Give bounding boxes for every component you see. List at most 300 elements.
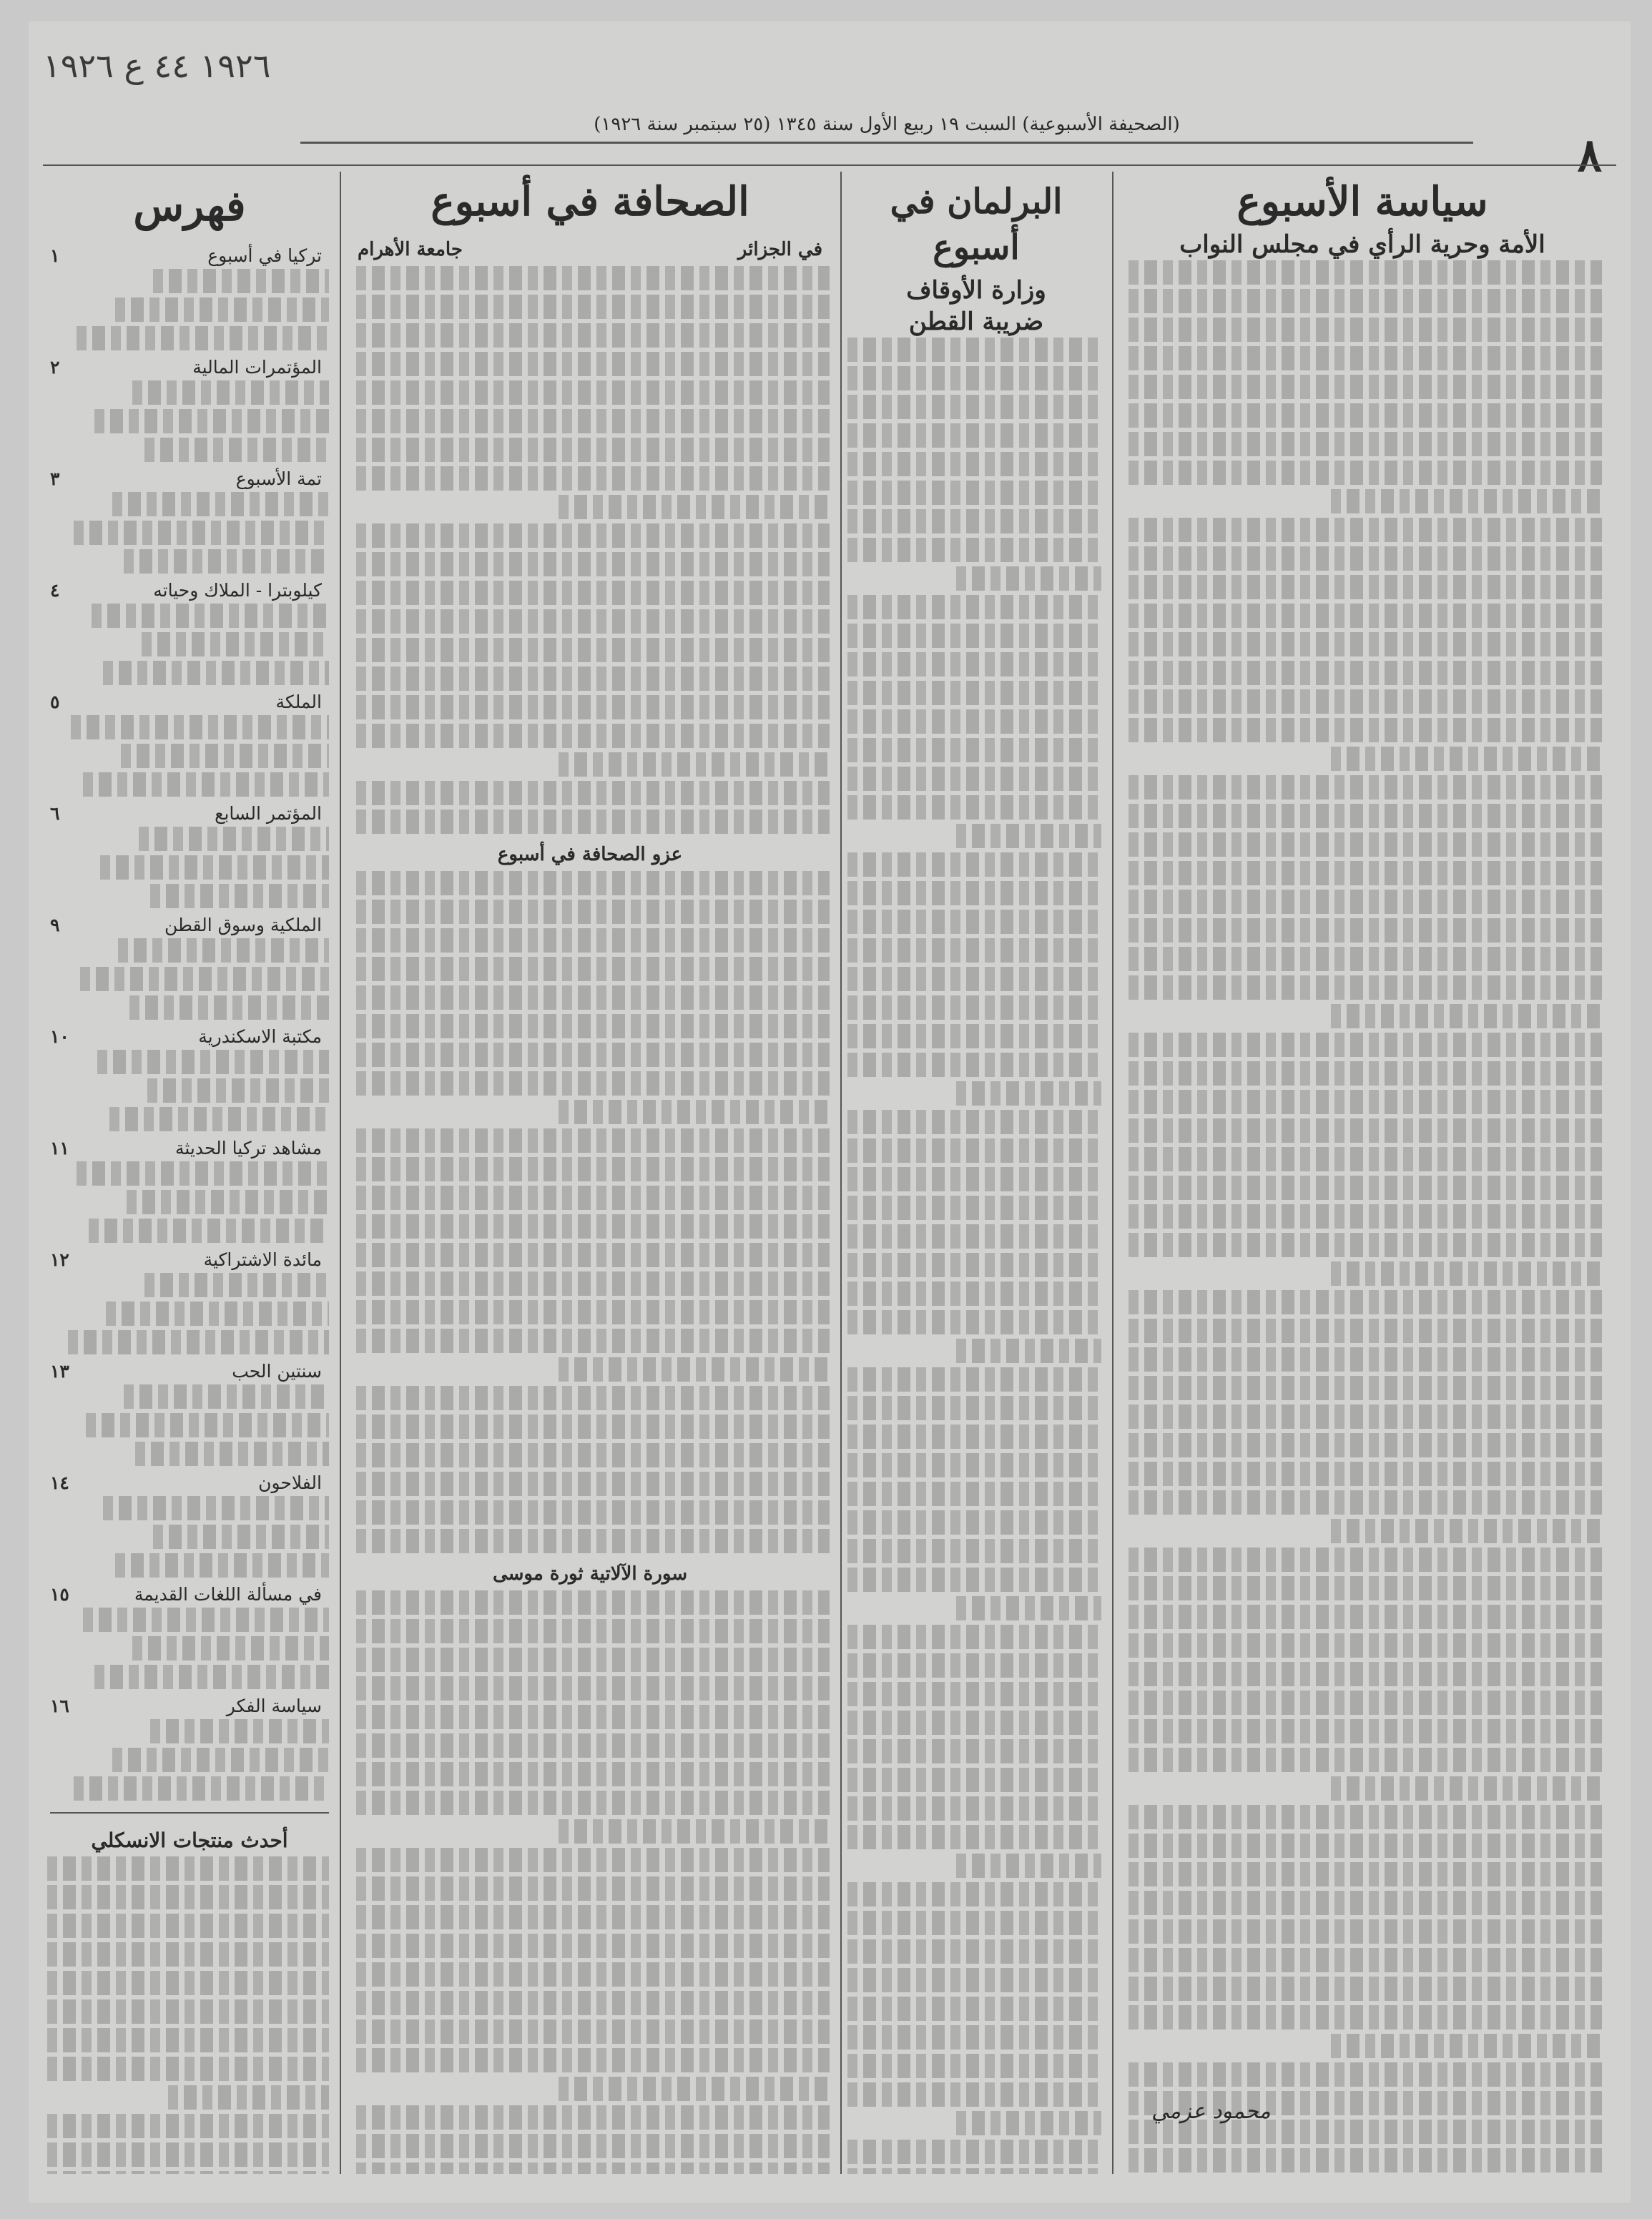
illegible-text-line — [356, 900, 830, 924]
illegible-text-line — [1129, 1090, 1602, 1114]
illegible-text-line — [1129, 2062, 1602, 2087]
illegible-text-line — [47, 1971, 329, 1995]
column-press — [343, 172, 837, 2174]
illegible-text-line — [356, 352, 830, 376]
illegible-text-line — [1129, 1347, 1602, 1372]
illegible-text-line — [847, 1510, 1101, 1535]
illegible-text-line — [847, 995, 1101, 1020]
illegible-text-line — [83, 1608, 329, 1632]
toc-item — [50, 1024, 329, 1050]
illegible-text-line — [356, 1414, 830, 1439]
illegible-text-line — [1331, 1776, 1603, 1801]
box-title: أحدث منتجات الانسكلي — [91, 1829, 288, 1852]
toc-item-title: مشاهد تركيا الحديثة — [174, 1138, 322, 1158]
illegible-text-line — [356, 1934, 830, 1958]
illegible-text-line — [847, 2168, 1101, 2174]
illegible-text-line — [356, 1472, 830, 1496]
illegible-text-line — [47, 2028, 329, 2052]
illegible-text-line — [847, 1796, 1101, 1821]
illegible-text-line — [1129, 604, 1602, 628]
illegible-text-line — [74, 521, 329, 545]
illegible-text-line — [89, 1219, 329, 1243]
toc-item — [50, 1136, 329, 1161]
illegible-text-line — [847, 1568, 1101, 1592]
illegible-text-line — [356, 666, 830, 691]
illegible-text-line — [71, 715, 329, 739]
toc-item-page: ١٤ — [50, 1472, 69, 1493]
illegible-text-line — [1129, 861, 1602, 885]
illegible-text-line — [847, 1968, 1101, 1992]
illegible-text-line — [47, 1999, 329, 2024]
illegible-text-line — [847, 652, 1101, 676]
illegible-text-line — [118, 938, 329, 963]
illegible-text-line — [1129, 1748, 1602, 1772]
column-divider — [840, 172, 842, 2174]
toc-item-title: المؤتمرات المالية — [192, 357, 322, 378]
illegible-text-line — [1331, 1261, 1603, 1286]
illegible-text-line — [356, 957, 830, 981]
illegible-text-line — [847, 1367, 1101, 1392]
illegible-text-line — [956, 824, 1102, 848]
illegible-text-line — [103, 1496, 329, 1520]
illegible-text-line — [132, 1636, 329, 1660]
illegible-text-line — [847, 624, 1101, 648]
handwritten-note: ١٩٢٦ ٤٤ ع ١٩٢٦ — [43, 46, 271, 85]
illegible-text-line — [356, 1791, 830, 1815]
illegible-text-line — [847, 1281, 1101, 1306]
column-title: سياسة الأسبوع — [1236, 178, 1488, 225]
illegible-text-line — [356, 695, 830, 719]
illegible-text-line — [847, 881, 1101, 905]
illegible-text-line — [847, 1711, 1101, 1735]
subheading: في الجزائر — [737, 239, 822, 260]
illegible-text-line — [1129, 890, 1602, 914]
toc-item-page: ١ — [50, 245, 60, 266]
illegible-text-line — [847, 2054, 1101, 2078]
illegible-text-line — [559, 1357, 830, 1382]
illegible-text-line — [559, 495, 830, 519]
illegible-text-line — [115, 1553, 329, 1578]
section-heading: سورة الآلاتية ثورة موسى — [492, 1563, 688, 1585]
illegible-text-line — [1129, 1805, 1602, 1829]
illegible-text-line — [1129, 1891, 1602, 1915]
illegible-text-line — [356, 581, 830, 605]
illegible-text-line — [847, 452, 1101, 476]
toc-item-page: ٢ — [50, 357, 60, 378]
illegible-text-line — [356, 1300, 830, 1324]
illegible-text-line — [1129, 1033, 1602, 1057]
illegible-text-line — [94, 409, 329, 433]
illegible-text-line — [356, 781, 830, 805]
illegible-text-line — [1129, 947, 1602, 971]
illegible-text-line — [847, 1110, 1101, 1134]
column-title: البرلمان في أسبوع — [890, 182, 1063, 267]
column-parliament — [844, 172, 1108, 2174]
table-of-contents — [43, 172, 336, 2174]
illegible-text-line — [1129, 346, 1602, 370]
illegible-text-line — [847, 1825, 1101, 1849]
illegible-text-line — [847, 481, 1101, 505]
illegible-text-line — [150, 1719, 329, 1743]
toc-item-title: سنتين الحب — [232, 1361, 322, 1382]
illegible-text-line — [847, 1396, 1101, 1420]
illegible-text-line — [1129, 518, 1602, 542]
illegible-text-line — [142, 632, 329, 656]
illegible-text-line — [1129, 1376, 1602, 1400]
masthead-line: (الصحيفة الأسبوعية) السبت ١٩ ربيع الأول سنة ١٣٤٥ (٢٥ سبتمبر سنة ١٩٢٦) — [300, 107, 1473, 144]
toc-item-page: ١٥ — [50, 1584, 69, 1605]
illegible-text-line — [847, 366, 1101, 390]
illegible-text-line — [847, 1482, 1101, 1506]
illegible-text-line — [356, 1329, 830, 1353]
illegible-text-line — [847, 1997, 1101, 2021]
illegible-text-line — [356, 2134, 830, 2158]
illegible-text-line — [356, 2019, 830, 2044]
illegible-text-line — [47, 2171, 329, 2174]
illegible-text-line — [86, 1413, 329, 1437]
illegible-text-line — [106, 1302, 329, 1326]
toc-title: فهرس — [133, 182, 246, 230]
illegible-text-line — [112, 1748, 329, 1772]
column-politics — [1116, 172, 1609, 2174]
illegible-text-line — [1129, 632, 1602, 656]
illegible-text-line — [356, 1619, 830, 1643]
illegible-text-line — [847, 1167, 1101, 1191]
illegible-text-line — [1129, 1605, 1602, 1629]
toc-item-page: ٥ — [50, 692, 60, 712]
illegible-text-line — [94, 1665, 329, 1689]
illegible-text-line — [47, 2057, 329, 2081]
illegible-text-line — [356, 1648, 830, 1672]
illegible-text-line — [956, 2111, 1102, 2135]
illegible-text-line — [956, 1596, 1102, 1620]
illegible-text-line — [356, 1071, 830, 1096]
illegible-text-line — [847, 538, 1101, 562]
illegible-text-line — [1129, 1862, 1602, 1886]
illegible-text-line — [356, 638, 830, 662]
illegible-text-line — [132, 380, 329, 405]
illegible-text-line — [77, 326, 329, 350]
column-divider — [1112, 172, 1113, 2174]
illegible-text-line — [1129, 1290, 1602, 1314]
illegible-text-line — [129, 995, 329, 1020]
illegible-text-line — [68, 1330, 329, 1354]
illegible-text-line — [847, 1053, 1101, 1077]
illegible-text-line — [1129, 832, 1602, 857]
illegible-text-line — [847, 1310, 1101, 1334]
illegible-text-line — [1129, 1633, 1602, 1658]
illegible-text-line — [847, 1539, 1101, 1563]
illegible-text-line — [153, 269, 329, 293]
illegible-text-line — [1129, 1948, 1602, 1972]
illegible-text-line — [47, 1914, 329, 1938]
illegible-text-line — [356, 609, 830, 634]
illegible-text-line — [847, 338, 1101, 362]
page-number: ٨ — [1577, 129, 1602, 182]
toc-item — [50, 466, 329, 492]
toc-item — [50, 1582, 329, 1608]
toc-item-title: الملكة — [275, 692, 322, 712]
illegible-text-line — [356, 266, 830, 290]
illegible-text-line — [356, 438, 830, 462]
illegible-text-line — [1129, 1147, 1602, 1171]
illegible-text-line — [847, 423, 1101, 448]
illegible-text-line — [847, 1882, 1101, 1906]
illegible-text-line — [1129, 1834, 1602, 1858]
illegible-text-line — [1331, 2034, 1603, 2058]
illegible-text-line — [153, 1525, 329, 1549]
illegible-text-line — [1129, 775, 1602, 799]
illegible-text-line — [1129, 575, 1602, 599]
column-subheading: ضريبة القطن — [908, 307, 1044, 336]
illegible-text-line — [847, 795, 1101, 820]
illegible-text-line — [356, 466, 830, 491]
toc-item — [50, 801, 329, 827]
illegible-text-line — [1129, 461, 1602, 485]
toc-item — [50, 1247, 329, 1273]
illegible-text-line — [1331, 1004, 1603, 1028]
illegible-text-line — [956, 1854, 1102, 1878]
subheading: جامعة الأهرام — [358, 239, 463, 260]
toc-item-page: ٦ — [50, 803, 60, 824]
illegible-text-line — [1129, 1204, 1602, 1229]
illegible-text-line — [847, 509, 1101, 533]
illegible-text-line — [1129, 1061, 1602, 1086]
illegible-text-line — [83, 772, 329, 797]
illegible-text-line — [356, 1186, 830, 1210]
illegible-text-line — [47, 1856, 329, 1881]
illegible-text-line — [109, 1107, 330, 1131]
toc-item — [50, 243, 329, 269]
illegible-text-line — [847, 1653, 1101, 1678]
illegible-text-line — [1129, 2005, 1602, 2029]
illegible-text-line — [356, 1157, 830, 1181]
illegible-text-line — [847, 767, 1101, 791]
illegible-text-line — [1129, 975, 1602, 1000]
illegible-text-line — [92, 604, 329, 628]
illegible-text-line — [1129, 1662, 1602, 1686]
illegible-text-line — [1331, 747, 1603, 771]
illegible-text-line — [1129, 1462, 1602, 1486]
section-heading: عزو الصحافة في أسبوع — [497, 844, 683, 865]
illegible-text-line — [97, 1050, 329, 1074]
illegible-text-line — [847, 967, 1101, 991]
toc-item-page: ١١ — [50, 1138, 69, 1158]
illegible-text-line — [1129, 1118, 1602, 1143]
illegible-text-line — [847, 1939, 1101, 1964]
illegible-text-line — [847, 709, 1101, 734]
signature: محمود عزمي — [1151, 2099, 1271, 2124]
illegible-text-line — [847, 1625, 1101, 1649]
illegible-text-line — [956, 1339, 1102, 1363]
illegible-text-line — [144, 1273, 329, 1297]
illegible-text-line — [144, 438, 329, 462]
illegible-text-line — [559, 1819, 830, 1844]
column-subtitle: وزارة الأوقاف — [906, 276, 1046, 305]
illegible-text-line — [1331, 1519, 1603, 1543]
illegible-text-line — [847, 1138, 1101, 1163]
newspaper-page — [29, 21, 1631, 2203]
illegible-text-line — [847, 681, 1101, 705]
illegible-text-line — [1129, 1719, 1602, 1743]
toc-item — [50, 689, 329, 715]
illegible-text-line — [356, 523, 830, 548]
illegible-text-line — [139, 827, 330, 851]
illegible-text-line — [559, 1100, 830, 1124]
illegible-text-line — [356, 1443, 830, 1467]
illegible-text-line — [115, 297, 329, 322]
illegible-text-line — [1129, 689, 1602, 714]
toc-item-title: المؤتمر السابع — [215, 803, 322, 824]
illegible-text-line — [847, 1768, 1101, 1792]
illegible-text-line — [356, 2048, 830, 2072]
toc-item — [50, 1470, 329, 1496]
illegible-text-line — [847, 1911, 1101, 1935]
illegible-text-line — [356, 1676, 830, 1701]
illegible-text-line — [847, 1024, 1101, 1048]
illegible-text-line — [356, 1590, 830, 1615]
illegible-text-line — [847, 2140, 1101, 2164]
illegible-text-line — [356, 1500, 830, 1525]
illegible-text-line — [847, 1739, 1101, 1763]
illegible-text-line — [356, 1876, 830, 1901]
toc-item-title: كيلوبترا - الملاك وحياته — [153, 580, 322, 601]
illegible-text-line — [1331, 489, 1603, 513]
illegible-text-line — [847, 1196, 1101, 1220]
toc-item — [50, 355, 329, 380]
illegible-text-line — [356, 295, 830, 319]
illegible-text-line — [847, 2082, 1101, 2107]
illegible-text-line — [356, 1214, 830, 1239]
toc-item-title: مكتبة الاسكندرية — [198, 1026, 322, 1047]
illegible-text-line — [356, 2163, 830, 2174]
toc-item-title: مائدة الاشتراكية — [203, 1249, 322, 1270]
toc-item — [50, 578, 329, 604]
illegible-text-line — [100, 855, 329, 880]
illegible-text-line — [124, 549, 329, 574]
illegible-text-line — [1129, 2148, 1602, 2173]
toc-item-title: تركيا في أسبوع — [207, 245, 322, 266]
illegible-text-line — [847, 2025, 1101, 2050]
illegible-text-line — [1129, 1977, 1602, 2001]
toc-item — [50, 912, 329, 938]
toc-item-page: ١٦ — [50, 1696, 69, 1716]
toc-item — [50, 1359, 329, 1384]
illegible-text-line — [47, 2114, 329, 2138]
illegible-text-line — [1129, 1319, 1602, 1343]
illegible-text-line — [47, 1942, 329, 1967]
illegible-text-line — [356, 810, 830, 834]
illegible-text-line — [356, 2105, 830, 2130]
illegible-text-line — [1129, 546, 1602, 571]
illegible-text-line — [47, 1885, 329, 1909]
illegible-text-line — [1129, 1490, 1602, 1515]
column-divider — [340, 172, 341, 2174]
illegible-text-line — [356, 552, 830, 576]
illegible-text-line — [356, 928, 830, 953]
illegible-text-line — [847, 1453, 1101, 1477]
illegible-text-line — [356, 1991, 830, 2015]
illegible-text-line — [121, 744, 329, 768]
illegible-text-line — [847, 1253, 1101, 1277]
column-subtitle: الأمة وحرية الرأي في مجلس النواب — [1179, 230, 1545, 259]
illegible-text-line — [956, 566, 1102, 591]
illegible-text-line — [356, 1705, 830, 1729]
illegible-text-line — [135, 1442, 329, 1466]
illegible-text-line — [77, 1161, 329, 1186]
illegible-text-line — [356, 1762, 830, 1786]
toc-item — [50, 1693, 329, 1719]
toc-item-page: ٤ — [50, 580, 60, 601]
illegible-text-line — [1129, 432, 1602, 456]
illegible-text-line — [847, 938, 1101, 963]
illegible-text-line — [559, 2077, 830, 2101]
illegible-text-line — [356, 409, 830, 433]
illegible-text-line — [1129, 318, 1602, 342]
illegible-text-line — [147, 1078, 329, 1103]
illegible-text-line — [356, 1848, 830, 1872]
toc-item-page: ١٠ — [50, 1026, 69, 1047]
illegible-text-line — [847, 910, 1101, 934]
toc-item-title: تمة الأسبوع — [235, 468, 322, 489]
illegible-text-line — [1129, 1548, 1602, 1572]
illegible-text-line — [559, 752, 830, 777]
illegible-text-line — [356, 323, 830, 348]
illegible-text-line — [356, 1905, 830, 1929]
illegible-text-line — [847, 738, 1101, 762]
illegible-text-line — [74, 1776, 329, 1801]
toc-item-page: ١٣ — [50, 1361, 69, 1382]
illegible-text-line — [1129, 1919, 1602, 1944]
toc-item-title: سياسة الفكر — [226, 1696, 322, 1716]
illegible-text-line — [356, 1962, 830, 1987]
illegible-text-line — [1129, 1576, 1602, 1600]
illegible-text-line — [1129, 289, 1602, 313]
illegible-text-line — [847, 1682, 1101, 1706]
illegible-text-line — [1129, 375, 1602, 399]
illegible-text-line — [127, 1190, 329, 1214]
toc-item-page: ٩ — [50, 915, 60, 935]
illegible-text-line — [47, 2142, 329, 2167]
toc-item-page: ٣ — [50, 468, 60, 489]
illegible-text-line — [356, 1128, 830, 1153]
illegible-text-line — [1129, 661, 1602, 685]
illegible-text-line — [1129, 1691, 1602, 1715]
illegible-text-line — [356, 1733, 830, 1758]
illegible-text-line — [124, 1384, 329, 1409]
toc-item-title: في مسألة اللغات القديمة — [134, 1584, 322, 1605]
column-title: الصحافة في أسبوع — [431, 178, 749, 225]
illegible-text-line — [847, 852, 1101, 877]
illegible-text-line — [847, 1224, 1101, 1249]
illegible-text-line — [1129, 1433, 1602, 1457]
illegible-text-line — [103, 661, 329, 685]
illegible-text-line — [1129, 804, 1602, 828]
illegible-text-line — [1129, 403, 1602, 428]
illegible-text-line — [356, 1386, 830, 1410]
toc-item-page: ١٢ — [50, 1249, 69, 1270]
illegible-text-line — [356, 1529, 830, 1553]
illegible-text-line — [356, 1014, 830, 1038]
illegible-text-line — [150, 884, 329, 908]
divider — [50, 1812, 329, 1814]
illegible-text-line — [1129, 260, 1602, 285]
illegible-text-line — [356, 871, 830, 895]
illegible-text-line — [112, 492, 329, 516]
illegible-text-line — [1129, 1233, 1602, 1257]
illegible-text-line — [356, 1243, 830, 1267]
illegible-text-line — [356, 380, 830, 405]
